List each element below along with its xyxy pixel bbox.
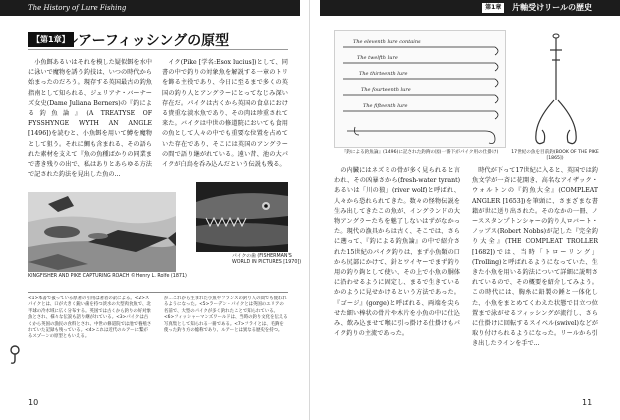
chapter-badge: 第1章 <box>482 3 504 13</box>
pike-teeth-photo <box>196 182 288 252</box>
hook-label-5: The fifteenth lure <box>363 103 408 109</box>
footnotes-column-2: が…これから生まれた小魚やフランスの釣り人の間でも使われるようになった。<5>ラーデン・パイクとは英国のエリアの名前で、大型のパイクが多く釣れたことで知られている。<6>フィッシャーマンズワールドは、当時の釣り文化を伝える写真集として知られる一冊である。<7>フライとは、毛鉤を使った釣り方の総称であり、ルアーとは異なる歴史を持つ。 <box>164 296 288 334</box>
right-page <box>310 0 620 420</box>
pike-double-hook <box>514 30 598 148</box>
left-photo1-caption: KINGFISHER AND PIKE CAPTURING ROACH ©Henry L. Rolfe (1871) <box>28 274 187 279</box>
folio-left: 10 <box>28 398 39 407</box>
section-heading <box>28 30 288 50</box>
hook-label-2: The twelfth lure <box>357 55 398 61</box>
right-body-column-2 <box>472 166 598 388</box>
hook-diagram <box>334 30 506 148</box>
section-badge: 【第1章】 <box>28 32 74 47</box>
footnotes-column-1: <1>本書で扱っている原著の引用は著者の訳による。<2>スパイクとは、口が大きく鋭い歯を持つ淡水の大型肉食魚で、北半球の冷水域に広く分布する。英国では古くから釣りの好対象魚とされ、様々な伝説も語り継がれている。<3>パイクは古くから英国の漁民の食料とされ、中世の修道院では池で養殖されていた記録も残っている。<4>これは近代のルアーに繋がるスプーンの原型ともいえる。 <box>28 296 152 340</box>
left-body-text-2: イク(Pike [学名:Esox lucius])として、同書の中で釣りの対象魚を解説する一章のトリを飾る主役であり、今日に至るまで多くの英国の釣り人とアングラーにとってなじみ深い存在だ。パイクは古くから英国の食卓における貴重な淡水魚であり、その肉は珍重されて来た。バイクは中世の修道院においても食用の魚として人々の中でも重要な位置を占めていた存在であり、そこには英国のアングラーの間で語り継がれている。遠い昔、池の大パイクが白鳥を呑み込んだという伝説も残る。 <box>162 59 288 169</box>
left-photo2-caption: パイクの歯 (FISHERMAN'S WORLD IN PICTURES [1970]) <box>232 254 302 266</box>
hook-label-1: The eleventh lure contains <box>353 39 421 45</box>
right-body-text-2: 時代が下って17世紀に入ると、英国では釣魚文学が一斉に花開き、高名なアイザック・ウォルトンの『釣魚大全』(COMPLEAT ANGLER [1653])を筆頭に、さまざまな書籍が世に送り出された。そのなかの一冊、ノーススタンプトンシャーの釣り人ロバート・ノッブス(Robert Nobbs)が記した『完全釣り大全』(THE COMPLEAT TROLLER [1682])では、当時「トローリング」(Trolling)と呼ばれるようになっていた、生きた小魚を用いる釣法について詳細に説明されているので、その概要を紹介してみよう。この時代には、胸糸に鉛製の錘と一体化した、小魚をまとめてくわえた状態で目立つ位置まで泳がせるフィッシングが流行し、さらに仕掛けに回転するスイベル(swivel)などが取り付けられるようになった。リールから引き出したラインを手で... <box>472 167 598 348</box>
right-body-column-1 <box>334 166 460 388</box>
hook-label-3: The thirteenth lure <box>359 71 408 77</box>
footnotes <box>28 296 288 370</box>
notes-divider <box>28 292 288 293</box>
kingfisher-pike-engraving <box>28 192 176 272</box>
hook-label-4: The fourteenth lure <box>361 87 411 93</box>
swivel-hook-icon <box>4 344 26 366</box>
right-body-text-1: の内臓にはネズミの骨が多く見られると言われ、その凶暴さから(fresh-water tyrant)あるいは「川の狼」(river wolf)と呼ばれ、人々から恐れられてきた。数々の怪物伝説を生み出してきたこの魚が、イングランドの大物アングラーたちを魅了しないはずがなかった。現代の漁具からは古く、そこでは、さらに遡って、『釣による釣魚論』の中で紹介された15世紀のパイク釣りは、まず小魚類の口から尻部にかけて、針とワイヤーでまず釣り用の釣り鉤として使い、その上で小魚の胴体に沿わせるように固定し、まるで生きているかのように見せかけるという方法であった。『ゴージ』(gorge)と呼ばれる、両端を尖らせた細い棒状の骨片や木片を小魚の中に仕込み、飲み込ませて喉に引っ掛ける仕掛けもパイク釣りの主流であった。 <box>334 167 460 338</box>
section-title: ルアーフィッシングの原型 <box>64 33 230 49</box>
hook-diagram-caption: 『釣による釣魚論』(1496)に記された釣鉤の図(一番下がパイク用の仕掛け) <box>341 150 499 155</box>
right-running-header <box>320 0 620 16</box>
left-running-header: The History of Lure Fishing <box>0 0 300 16</box>
right-header-title: 片軸受けリールの歴史 <box>512 3 592 12</box>
left-body-column-1 <box>28 58 152 188</box>
double-hook-caption: 17世紀の魚を目前釣(BOOK OF THE PIKE [1865]) <box>511 150 599 161</box>
left-body-text-1: 小魚餌あるいはそれを模した疑似餌を水中に泳いで魔物を誘う釣技は、いつの時代から始まったのだろう。現存する英国最古の釣魚指南として知られる、ジュリアナ・バーナーズ女史(Dame Juliana Berners)の『釣による釣魚論』(A TREATYSE OF FYSSHYNGE WYTH AN ANGLE [1496])を読むと、小魚餌を用いて鱒を魔物として狙う。それに鯛も含まれる、その語られた素材を支えて『魚の魚種ばかりの同業まで書き残りの出で、私はありとあらゆる方法で記された釣法を見出した魚の... <box>28 59 152 179</box>
folio-right: 11 <box>582 398 593 407</box>
left-body-column-2 <box>162 58 288 188</box>
